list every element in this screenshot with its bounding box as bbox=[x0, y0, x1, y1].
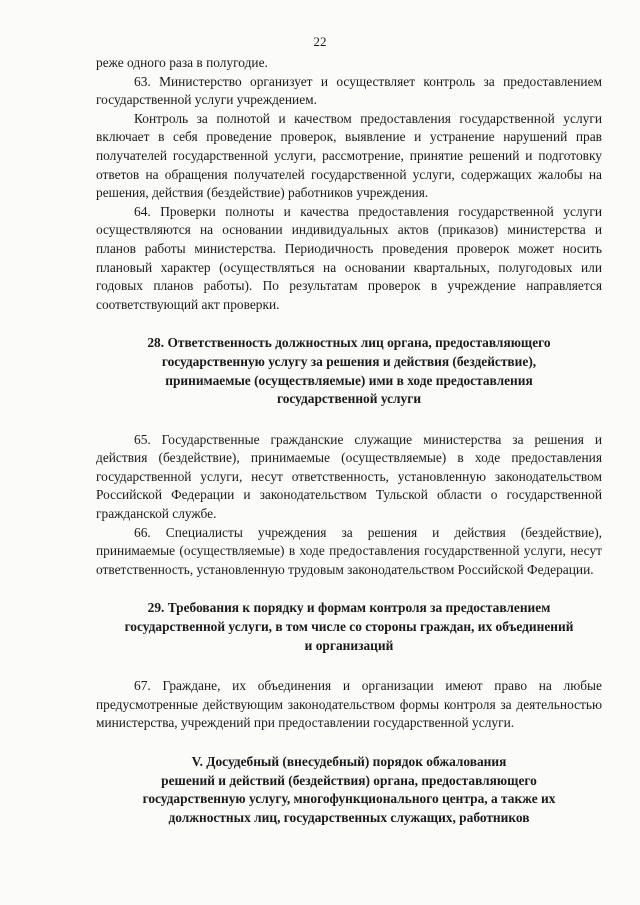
page-number: 22 bbox=[313, 34, 327, 49]
section-heading-28 bbox=[96, 334, 602, 408]
paragraph: реже одного раза в полугодие. bbox=[96, 55, 268, 70]
heading-line: государственную услугу за решения и действия (бездействие), bbox=[161, 353, 537, 369]
heading-line: 28. Ответственность должностных лиц органа, предоставляющего bbox=[147, 335, 551, 351]
heading-line: государственной услуги, в том числе со стороны граждан, их объединений bbox=[124, 619, 574, 635]
document-body bbox=[96, 54, 602, 827]
paragraph-control: Контроль за полнотой и качеством предоставления государственной услуги включает в себя проведение проверок, выявление и устранение нарушений прав получателей государственной услуги, рассмотрение, принятие решений и подготовку ответов на обращения получателей государственной услуги, содержащих жалобы на решения, действия (бездействие) работников учреждения. bbox=[96, 110, 602, 201]
heading-line: V. Досудебный (внесудебный) порядок обжалования bbox=[191, 754, 507, 769]
heading-line: решений и действий (бездействия) органа, предоставляющего bbox=[161, 772, 537, 788]
section-heading-29 bbox=[96, 599, 602, 655]
heading-line: государственной услуги bbox=[276, 391, 422, 407]
paragraph-65: 65. Государственные гражданские служащие министерства за решения и действия (бездействие), принимаемые (осуществляемые) в ходе предоставления государственной услуги, несут ответственность, установленную законодательством Российской Федерации и законодательством Тульской области о государственной гражданской службе. bbox=[96, 431, 602, 522]
paragraph-67: 67. Граждане, их объединения и организации имеют право на любые предусмотренные действующим законодательством формы контроля за деятельностью министерства, учреждений при предоставлении государственной услуги. bbox=[96, 678, 602, 731]
paragraph-63: 63. Министерство организует и осуществляет контроль за предоставлением государственной услуги учреждением. bbox=[96, 73, 602, 108]
paragraph-64: 64. Проверки полноты и качества предоставления государственной услуги осуществляются на основании индивидуальных актов (приказов) министерства и планов работы министерства. Периодичность проведения проверок может носить плановый характер (осуществляться на основании квартальных, полугодовых или годовых планов работы). По результатам проверок в учреждение направляется соответствующий акт проверки. bbox=[96, 203, 602, 312]
heading-line: должностных лиц, государственных служащих, работников bbox=[168, 809, 530, 825]
section-heading-v bbox=[96, 753, 602, 827]
heading-line: принимаемые (осуществляемые) ими в ходе предоставления bbox=[165, 372, 533, 388]
heading-line: государственную услугу, многофункционального центра, а также их bbox=[142, 791, 556, 807]
heading-line: 29. Требования к порядку и формам контроля за предоставлением bbox=[147, 600, 551, 616]
heading-line: и организаций bbox=[304, 637, 394, 653]
paragraph-66: 66. Специалисты учреждения за решения и действия (бездействие), принимаемые (осуществляемые) в ходе предоставления государственной услуги, несут ответственность, установленную трудовым законодательством Российской Федерации. bbox=[96, 524, 602, 577]
